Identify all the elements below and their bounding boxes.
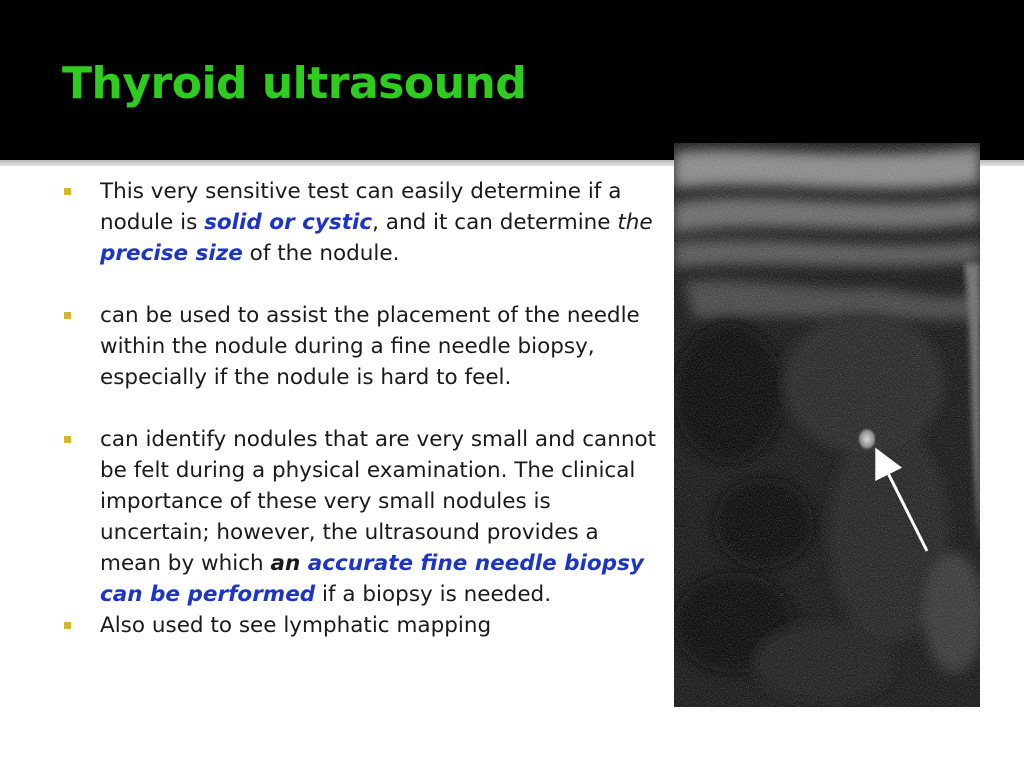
nodule-spot [857,427,877,451]
bullet-item [60,300,660,393]
slide-title: Thyroid ultrasound [62,58,527,109]
bullet-text: can be used to assist the placement of the needle within the nodule during a fine needle biopsy, especially if the nodule is hard to feel. [100,303,640,390]
bullet-square-icon [64,622,71,629]
bullet-text: can identify nodules that are very small and cannot be felt during a physical examination. The clinical importance of these very small nodules is uncertain; however, the ultrasound provides a mean by which an accurate fine needle biopsy can be performed if a biopsy is needed. [100,427,657,607]
bullet-square-icon [64,188,71,195]
bullet-text: Also used to see lymphatic mapping [100,613,492,638]
title-bar [0,0,1024,160]
ultrasound-image [674,143,980,707]
ultrasound-scan-graphic [674,143,980,707]
bullet-item [60,610,660,641]
bullet-item [60,176,660,269]
bullet-square-icon [64,436,71,443]
bullet-square-icon [64,312,71,319]
bullet-item [60,424,660,610]
bullet-list [60,176,660,641]
bullet-text: This very sensitive test can easily determine if a nodule is solid or cystic, and it can determine the precise size of the nodule. [100,179,653,266]
